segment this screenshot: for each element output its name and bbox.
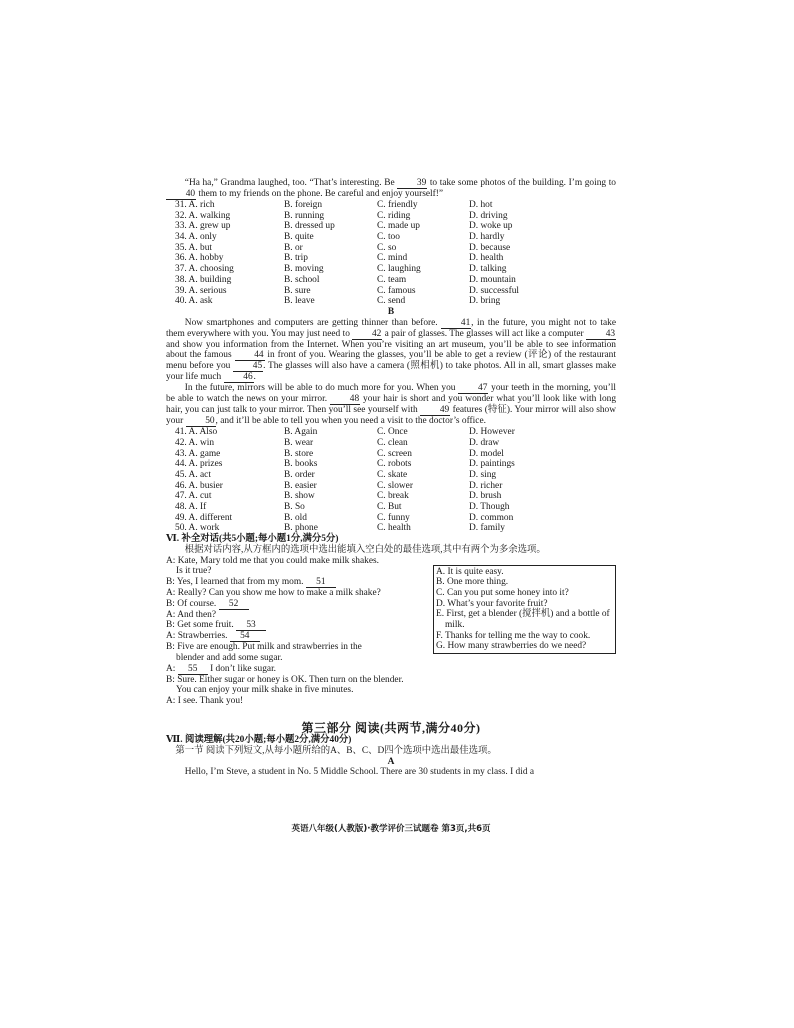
text-run: your teeth in the morning, you’ll be able to watch the news on your mirror. [166, 383, 617, 405]
option-row [166, 296, 616, 307]
option-choice: B. foreign [284, 200, 323, 210]
option-row [166, 221, 616, 232]
option-choice: 38. A. building [175, 274, 232, 285]
option-row [166, 470, 616, 481]
option-row [166, 253, 616, 264]
option-row [166, 427, 616, 438]
dialogue-line [166, 675, 428, 686]
dialogue-text: B: Yes, I learned that from my mom. [166, 576, 306, 587]
dialogue-block [166, 556, 616, 719]
option-choice: B. sure [284, 285, 311, 296]
option-choice: D. brush [469, 491, 502, 502]
option-choice: B. leave [284, 296, 315, 307]
blank-55: 55 [178, 665, 208, 675]
section-6-title: Ⅵ. 补全对话(共5小题;每小题1分,满分5分) [166, 534, 339, 545]
dialogue-text: Is it true? [176, 566, 212, 577]
option-choice: B. or [284, 242, 303, 253]
blank-50: 50 [186, 417, 216, 427]
dialogue-option: F. Thanks for telling me the way to cook. [436, 630, 591, 641]
option-choice: D. common [469, 512, 514, 523]
option-choice: 35. A. but [175, 242, 212, 253]
option-row [166, 264, 616, 275]
dialogue-text: B: Of course. [166, 598, 219, 609]
option-choice: 36. A. hobby [175, 253, 224, 264]
option-choice: D. talking [469, 264, 507, 275]
option-choice: B. store [284, 448, 314, 459]
option-choice: 42. A. win [175, 437, 215, 448]
dialogue-line [166, 588, 428, 599]
dialogue-option: B. One more thing. [436, 577, 509, 588]
option-choice: 48. A. If [175, 502, 207, 513]
text-run: . The glasses will also have a camera (照相机) to take photos. All in all, smart glasses make your life much [166, 361, 616, 383]
option-choice: B. dressed up [284, 221, 335, 232]
dialogue-text: You can enjoy your milk shake in five minutes. [176, 685, 354, 696]
option-row [166, 200, 616, 211]
option-choice: D. bring [469, 296, 501, 307]
option-choice: C. robots [377, 459, 412, 470]
option-choice: D. model [469, 448, 504, 459]
blank-51: 51 [306, 578, 336, 588]
text-run: Now smartphones and computers are getting thinner than before. [184, 317, 442, 328]
option-choice: B. old [284, 512, 307, 523]
option-choice: D. paintings [469, 459, 515, 470]
option-row [166, 211, 616, 222]
part-3-title: 第三部分 阅读(共两节,满分40分) [301, 720, 481, 735]
option-row [166, 502, 616, 513]
blank-42: 42 [352, 330, 382, 340]
option-choice: D. woke up [469, 221, 513, 232]
option-choice: C. riding [377, 210, 411, 221]
dialogue-option: E. First, get a blender (搅拌机) and a bottle of milk. [436, 609, 610, 631]
text-run: , in the future, you might not to take them everywhere with you. You may just need to [166, 317, 616, 339]
option-choice: B. order [284, 470, 315, 481]
option-choice: B. show [284, 491, 315, 502]
blank-44: 44 [235, 351, 265, 361]
dialogue-text: blender and add some sugar. [176, 653, 283, 664]
dialogue-option: D. What’s your favorite fruit? [436, 598, 548, 609]
option-choice: D. mountain [469, 274, 516, 285]
text-run: and show you information from the Internet. When you’re visiting an art museum, you’ll be able to see information about the famous [166, 339, 616, 361]
option-choice: D. hardly [469, 232, 505, 243]
dialogue-line [166, 566, 428, 577]
option-choice: C. famous [377, 285, 416, 296]
dialogue-text: I don’t like sugar. [207, 663, 277, 674]
option-choice: 50. A. work [175, 523, 220, 534]
blank-46: 46 [224, 373, 254, 383]
section-7-title: Ⅶ. 阅读理解(共20小题;每小题2分,满分40分) [166, 735, 352, 746]
blank-48: 48 [330, 395, 360, 405]
option-choice: D. Though [469, 502, 510, 513]
option-row [166, 438, 616, 449]
exam-sheet [166, 178, 616, 778]
option-choice: C. so [377, 242, 397, 253]
option-choice: C. screen [377, 448, 412, 459]
dialogue-text: A: [166, 663, 178, 674]
dialogue-text: A: Kate, Mary told me that you could make milk shakes. [166, 555, 379, 566]
option-choice: D. However [469, 427, 515, 438]
option-choice: B. quite [284, 232, 314, 243]
text-run: features (特征). Your mirror will also show your [166, 405, 616, 427]
dialogue-line [166, 631, 428, 642]
dialogue-text: A: I see. Thank you! [166, 696, 244, 707]
option-row [166, 275, 616, 286]
reading-a-first-line: Hello, I’m Steve, a student in No. 5 Middle School. There are 30 students in my class. I did a [184, 767, 535, 778]
option-choice: B. So [284, 502, 305, 513]
blank-53: 53 [236, 621, 266, 631]
reading-a-label: A [387, 756, 395, 767]
option-choice: B. school [284, 274, 320, 285]
option-choice: C. Once [377, 427, 408, 438]
passage-b-label: B [387, 306, 395, 317]
option-row [166, 513, 616, 524]
text-run: , and it’ll be able to tell you when you need a visit to the doctor’s office. [215, 416, 486, 427]
blank-47: 47 [458, 384, 488, 394]
option-choice: 33. A. grew up [175, 221, 231, 232]
text-run: them to my friends on the phone. Be careful and enjoy yourself!” [196, 189, 444, 199]
dialogue-options-box [433, 565, 616, 655]
option-choice: B. books [284, 459, 318, 470]
option-choice: 32. A. walking [175, 210, 231, 221]
option-choice: C. health [377, 523, 411, 534]
page-footer: 英语八年级(人教版)·教学评价三试题卷 第3页,共6页 [291, 824, 491, 834]
option-choice: C. skate [377, 470, 408, 481]
option-choice: D. driving [469, 210, 508, 221]
option-choice: D. draw [469, 437, 500, 448]
blank-52: 52 [219, 600, 249, 610]
blank-49: 49 [420, 406, 450, 416]
option-choice: 47. A. cut [175, 491, 212, 502]
dialogue-text: B: Get some fruit. [166, 620, 237, 631]
dialogue-text: A: Strawberries. [166, 631, 230, 642]
option-choice: D. health [469, 253, 504, 264]
text-run: In the future, mirrors will be able to do much more for you. When you [184, 383, 459, 394]
text-run: your hair is short and you wonder what you’ll look like with long hair, you can just talk to your mirror. Then you’ll see yourself with [166, 394, 617, 416]
dialogue-text: A: And then? [166, 609, 216, 620]
dialogue-option: A. It is quite easy. [436, 566, 504, 577]
dialogue-option: G. How many strawberries do we need? [436, 641, 587, 652]
option-row [166, 243, 616, 254]
dialogue-line [166, 599, 428, 610]
blank-39: 39 [397, 179, 427, 189]
option-choice: 46. A. busier [175, 480, 223, 491]
text-run: “Ha ha,” Grandma laughed, too. “That’s interesting. Be [184, 178, 398, 188]
option-choice: 43. A. game [175, 448, 221, 459]
section-7-subtitle: 第一节 阅读下列短文,从每小题所给的A、B、C、D四个选项中选出最佳选项。 [175, 745, 497, 756]
text-run: building. I’m going to [532, 178, 616, 188]
dialogue-lines [166, 556, 428, 707]
option-row [166, 523, 616, 534]
option-choice: C. made up [377, 221, 420, 232]
dialogue-text: B: Five are enough. Put milk and strawberries in the [166, 642, 362, 653]
option-choice: B. phone [284, 523, 318, 534]
option-choice: D. family [469, 523, 505, 534]
dialogue-line [166, 653, 428, 664]
option-choice: 37. A. choosing [175, 264, 234, 275]
dialogue-line [166, 556, 428, 567]
dialogue-line [166, 685, 428, 696]
option-choice: D. successful [469, 285, 519, 296]
option-choice: B. moving [284, 264, 324, 275]
option-choice: 44. A. prizes [175, 459, 223, 470]
dialogue-option: C. Can you put some honey into it? [436, 587, 569, 598]
passage-b-paragraph-2 [166, 383, 616, 427]
option-row [166, 449, 616, 460]
blank-54: 54 [230, 632, 260, 642]
option-choice: C. friendly [377, 200, 418, 210]
section-6-instruction: 根据对话内容,从方框内的选项中选出能填入空白处的最佳选项,其中有两个为多余选项。 [184, 544, 546, 555]
dialogue-line [166, 664, 428, 675]
option-row [166, 491, 616, 502]
dialogue-line [166, 620, 428, 631]
option-choice: 39. A. serious [175, 285, 227, 296]
text-run: . [253, 372, 256, 383]
option-choice: 34. A. only [175, 232, 217, 243]
option-choice: B. running [284, 210, 325, 221]
option-choice: B. Again [284, 427, 318, 438]
dialogue-line [166, 610, 428, 621]
option-choice: D. richer [469, 480, 503, 491]
passage-a-ending [166, 178, 616, 200]
option-choice: C. break [377, 491, 409, 502]
option-choice: C. clean [377, 437, 408, 448]
option-choice: D. because [469, 242, 511, 253]
option-choice: 49. A. different [175, 512, 233, 523]
option-choice: C. slower [377, 480, 413, 491]
text-run: in front of you. Wearing the glasses, you’ll be able to get a review (评论) of the restaurant menu before you [166, 350, 616, 372]
option-choice: C. send [377, 296, 406, 307]
dialogue-text: B: Sure. Either sugar or honey is OK. Then turn on the blender. [166, 674, 404, 685]
blank-43: 43 [586, 330, 616, 340]
dialogue-text: A: Really? Can you show me how to make a milk shake? [166, 587, 381, 598]
option-choice: C. too [377, 232, 400, 243]
dialogue-line [166, 696, 428, 707]
option-choice: B. easier [284, 480, 317, 491]
option-choice: B. trip [284, 253, 308, 264]
options-41-50 [166, 427, 616, 534]
dialogue-line [166, 577, 428, 588]
option-row [166, 286, 616, 297]
option-choice: C. funny [377, 512, 410, 523]
blank-45: 45 [233, 362, 263, 372]
text-run: a pair of glasses. The glasses will act like a computer [382, 328, 586, 339]
option-choice: C. team [377, 274, 407, 285]
option-choice: D. hot [469, 200, 493, 210]
option-choice: B. wear [284, 437, 314, 448]
text-run: to take some photos of the [427, 178, 530, 188]
option-row [166, 481, 616, 492]
option-choice: C. laughing [377, 264, 421, 275]
options-31-40 [166, 200, 616, 307]
option-choice: D. sing [469, 470, 497, 481]
blank-41: 41 [441, 319, 471, 329]
dialogue-line [166, 642, 428, 653]
option-choice: 31. A. rich [175, 200, 215, 210]
passage-b-paragraph-1 [166, 318, 616, 384]
blank-40: 40 [166, 190, 196, 200]
option-choice: 45. A. act [175, 470, 211, 481]
option-choice: C. But [377, 502, 402, 513]
option-row [166, 232, 616, 243]
option-row [166, 459, 616, 470]
option-choice: 40. A. ask [175, 296, 213, 307]
option-choice: C. mind [377, 253, 408, 264]
option-choice: 41. A. Also [175, 427, 218, 438]
